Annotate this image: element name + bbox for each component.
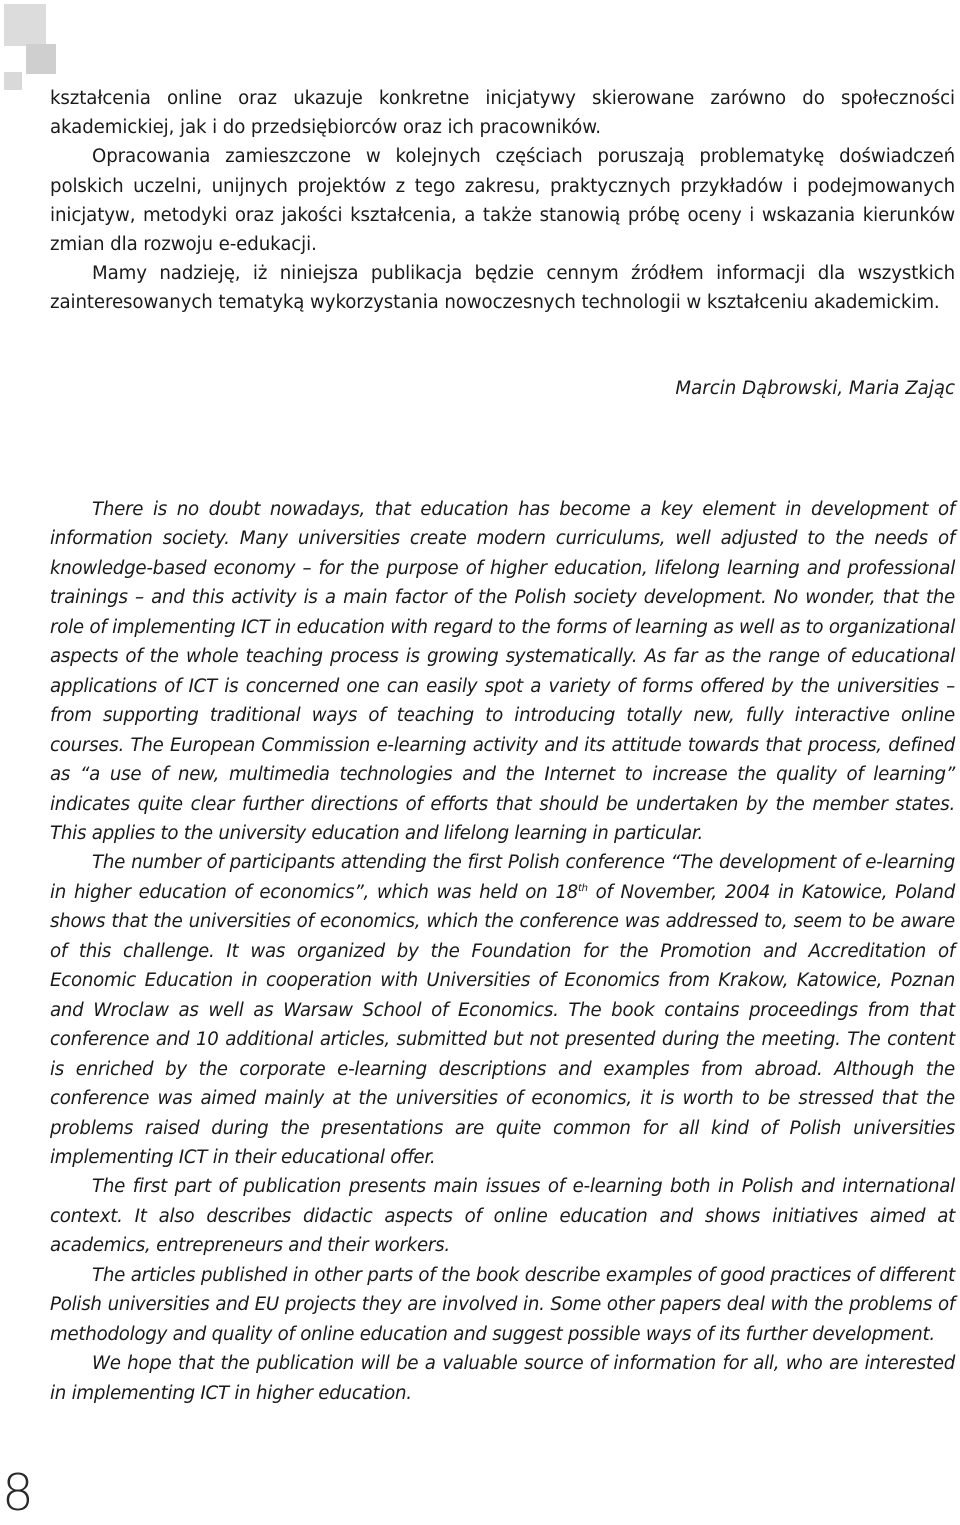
english-paragraph-4: The articles published in other parts of the book describe examples of good practices of different Polish universities and EU projects they are involved in. Some other papers deal with the problems of methodology and quality of online education and suggest possible ways of its further development. — [50, 1264, 955, 1345]
english-paragraph-3: The first part of publication presents main issues of e-learning both in Polish and international context. It also describes didactic aspects of online education and shows initiatives aimed at academics, entrepreneurs and their workers. — [50, 1176, 955, 1257]
english-paragraph-1: There is no doubt nowadays, that education has become a key element in development of information society. Many universities create modern curriculums, well adjusted to the needs of knowledge-based economy – for the purpose of higher education, lifelong learning and professional trainings – and this activity is a main factor of the Polish society development. No wonder, that the role of implementing ICT in education with regard to the forms of learning as well as to organizational aspects of the whole teaching process is growing systematically. As far as the range of educational applications of ICT is concerned one can easily spot a variety of forms offered by the universities – from supporting traditional ways of teaching to introducing totally new, fully interactive online courses. The European Commission e-learning activity and its attitude towards that process, defined as “a use of new, multimedia technologies and the Internet to increase the quality of learning” indicates quite clear further directions of efforts that should be undertaken by the member states. This applies to the university education and lifelong learning in particular. — [50, 499, 955, 844]
polish-text-section — [50, 84, 955, 318]
corner-square-medium — [26, 44, 56, 74]
ordinal-superscript: th — [577, 882, 588, 894]
english-paragraph-5: We hope that the publication will be a valuable source of information for all, who are interested in implementing ICT in higher education. — [50, 1353, 955, 1404]
authors-signature: Marcin Dąbrowski, Maria Zając — [675, 378, 955, 399]
page-number: 8 — [2, 1464, 34, 1522]
corner-square-small — [4, 72, 22, 90]
english-paragraph-2 — [50, 848, 955, 1172]
english-paragraph-2-part-1: The number of participants attending the first Polish conference “The development of e-learning in higher education of economics”, which was held on 18 — [50, 852, 955, 903]
polish-paragraph-3: Mamy nadzieję, iż niniejsza publikacja będzie cennym źródłem informacji dla wszystkich zainteresowanych tematyką wykorzystania nowoczesnych technologii w kształceniu akademickim. — [50, 263, 955, 314]
polish-paragraph-2: Opracowania zamieszczone w kolejnych częściach poruszają problematykę doświadczeń polskich uczelni, unijnych projektów z tego zakresu, praktycznych przykładów i podejmowanych inicjatyw, metodyki oraz jakości kształcenia, a także stanowią próbę oceny i wskazania kierunków zmian dla rozwoju e-edukacji. — [50, 146, 955, 256]
corner-decoration — [0, 0, 60, 90]
corner-square-large — [4, 4, 46, 46]
polish-paragraph-1: kształcenia online oraz ukazuje konkretne inicjatywy skierowane zarówno do społeczności akademickiej, jak i do przedsiębiorców oraz ich pracowników. — [50, 88, 955, 139]
english-paragraph-2-part-2: of November, 2004 in Katowice, Poland shows that the universities of economics, which the conference was addressed to, seem to be aware of this challenge. It was organized by the Foundation for the Promotion and Accreditation of Economic Education in cooperation with Universities of Economics from Krakow, Katowice, Poznan and Wroclaw as well as Warsaw School of Economics. The book contains proceedings from that conference and 10 additional articles, submitted but not presented during the meeting. The content is enriched by the corporate e-learning descriptions and examples from abroad. Although the conference was aimed mainly at the universities of economics, it is worth to be stressed that the problems raised during the presentations are quite common for all kind of Polish universities implementing ICT in their educational offer. — [50, 881, 955, 1168]
english-text-section — [50, 495, 955, 1408]
